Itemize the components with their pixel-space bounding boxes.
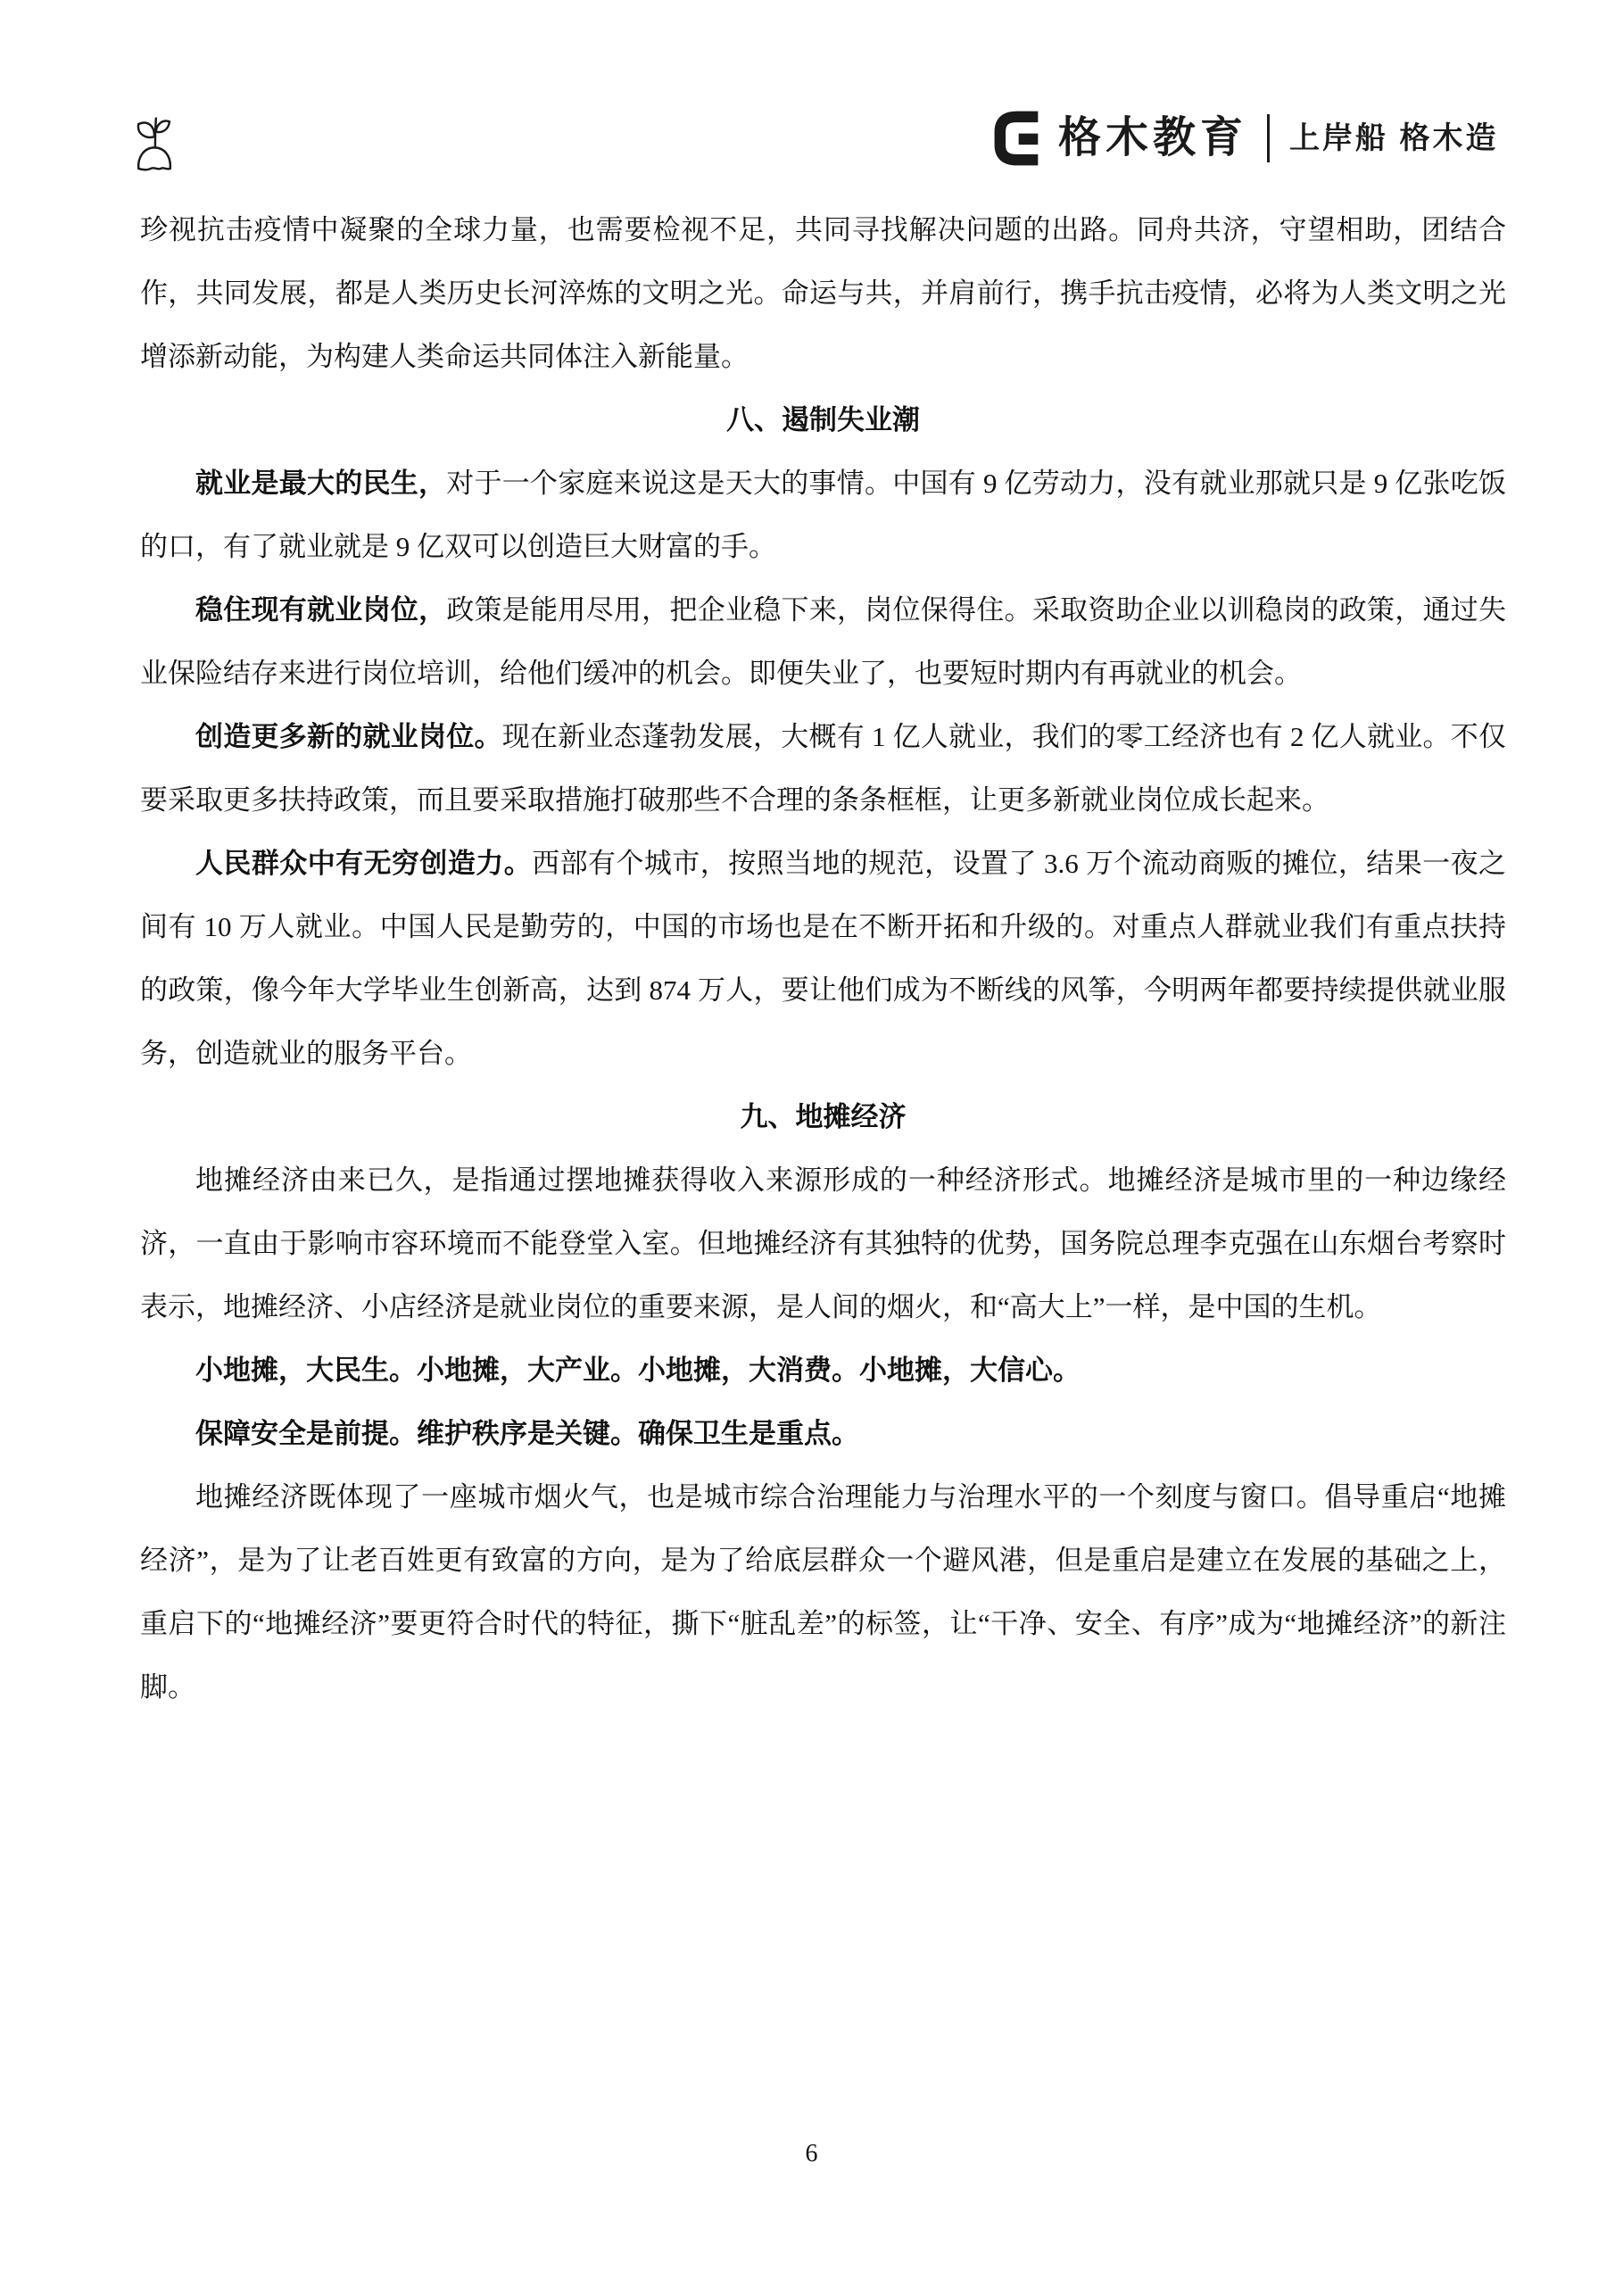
paragraph-lead: 稳住现有就业岗位， bbox=[195, 594, 447, 626]
gemu-g-icon bbox=[989, 107, 1046, 170]
brand-name: 格木教育 bbox=[1058, 114, 1248, 162]
sprout-icon bbox=[128, 107, 181, 171]
paragraph bbox=[140, 705, 1506, 832]
paragraph-lead: 创造更多新的就业岗位。 bbox=[195, 721, 502, 752]
paragraph bbox=[140, 452, 1506, 578]
paragraph: 地摊经济既体现了一座城市烟火气，也是城市综合治理能力与治理水平的一个刻度与窗口。倡导重启“地摊经济”，是为了让老百姓更有致富的方向，是为了给底层群众一个避风港，但是重启是建立在发展的基础之上，重启下的“地摊经济”要更符合时代的特征，撕下“脏乱差”的标签，让“干净、安全、有序”成为“地摊经济”的新注脚。 bbox=[140, 1481, 1506, 1703]
brand-logo bbox=[989, 107, 1498, 170]
paragraph-lead: 人民群众中有无穷创造力。 bbox=[195, 848, 533, 879]
paragraph-text: 政策是能用尽用，把企业稳下来，岗位保得住。采取资助企业以训稳岗的政策，通过失业保险结存来进行岗位培训，给他们缓冲的机会。即便失业了，也要短时期内有再就业的机会。 bbox=[140, 594, 1507, 689]
paragraph-text: 现在新业态蓬勃发展，大概有 1 亿人就业，我们的零工经济也有 2 亿人就业。不仅要采取更多扶持政策，而且要采取措施打破那些不合理的条条框框，让更多新就业岗位成长起来。 bbox=[140, 721, 1506, 816]
slogan-line: 保障安全是前提。维护秩序是关键。确保卫生是重点。 bbox=[195, 1418, 859, 1449]
logo-divider bbox=[1267, 114, 1270, 162]
paragraph bbox=[140, 832, 1506, 1085]
slogan-line: 小地摊，大民生。小地摊，大产业。小地摊，大消费。小地摊，大信心。 bbox=[195, 1355, 1081, 1386]
intro-paragraph: 珍视抗击疫情中凝聚的全球力量，也需要检视不足，共同寻找解决问题的出路。同舟共济，守望相助，团结合作，共同发展，都是人类历史长河淬炼的文明之光。命运与共，并肩前行，携手抗击疫情，必将为人类文明之光增添新动能，为构建人类命运共同体注入新能量。 bbox=[140, 214, 1506, 372]
paragraph bbox=[140, 578, 1506, 705]
paragraph-text: 西部有个城市，按照当地的规范，设置了 3.6 万个流动商贩的摊位，结果一夜之间有 10 万人就业。中国人民是勤劳的，中国的市场也是在不断开拓和升级的。对重点人群就业我们有重点扶持的政策，像今年大学毕业生创新高，达到 874 万人，要让他们成为不断线的风筝，今明两年都要持续提供就业服务，创造就业的服务平台。 bbox=[140, 848, 1507, 1069]
document-body bbox=[140, 198, 1506, 1719]
section-heading-8: 八、遏制失业潮 bbox=[726, 404, 920, 435]
page-number: 6 bbox=[805, 2140, 818, 2168]
section-heading-9: 九、地摊经济 bbox=[740, 1101, 907, 1132]
paragraph: 地摊经济由来已久，是指通过摆地摊获得收入来源形成的一种经济形式。地摊经济是城市里的一种边缘经济，一直由于影响市容环境而不能登堂入室。但地摊经济有其独特的优势，国务院总理李克强在山东烟台考察时表示，地摊经济、小店经济是就业岗位的重要来源，是人间的烟火，和“高大上”一样，是中国的生机。 bbox=[140, 1165, 1506, 1322]
paragraph-lead: 就业是最大的民生， bbox=[195, 468, 447, 499]
brand-tagline: 上岸船 格木造 bbox=[1289, 121, 1499, 155]
paragraph-text: 对于一个家庭来说这是天大的事情。中国有 9 亿劳动力，没有就业那就只是 9 亿张吃饭的口，有了就业就是 9 亿双可以创造巨大财富的手。 bbox=[140, 468, 1506, 562]
